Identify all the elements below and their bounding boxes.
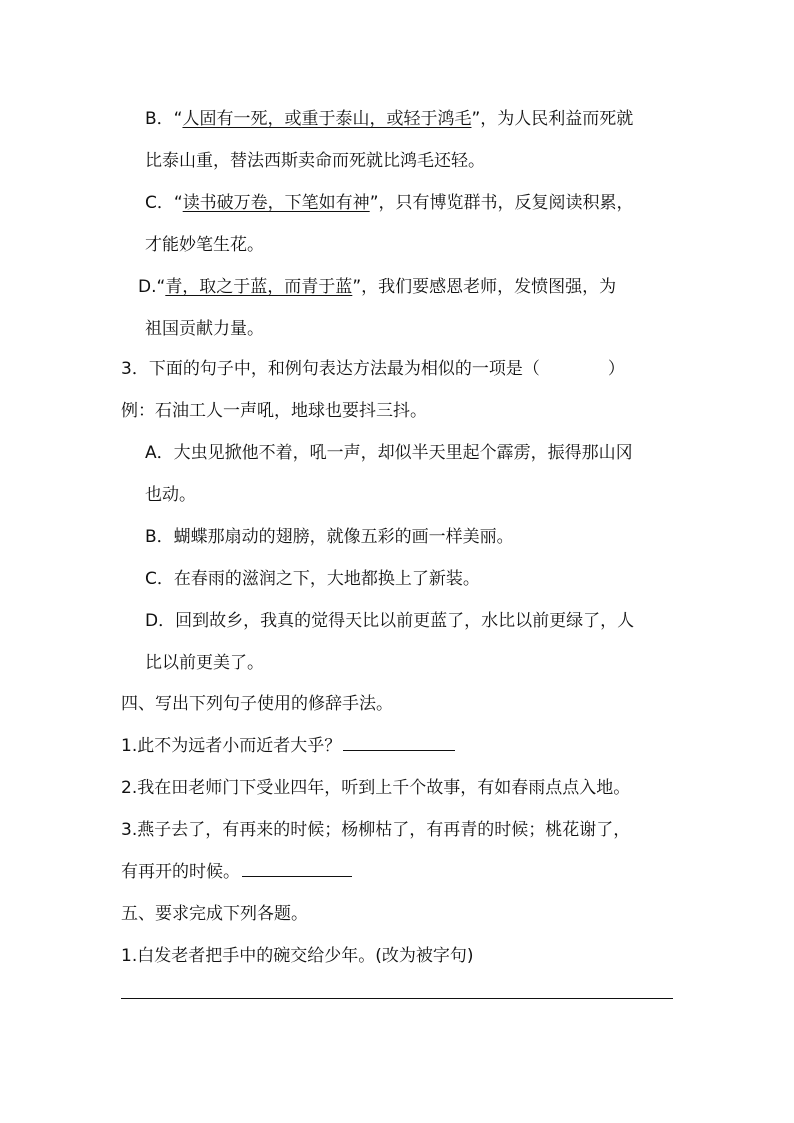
question-3-example: 例：石油工人一声吼，地球也要抖三抖。 [121,401,427,421]
option-b-prefix: B．“ [145,109,183,129]
option-d-line2: 祖国贡献力量。 [145,319,264,339]
s4-item-3-text: 有再开的时候。 [121,862,240,882]
option-b-quote: 人固有一死，或重于泰山，或轻于鸿毛 [182,109,472,129]
section-4-title: 四、写出下列句子使用的修辞手法。 [121,694,393,714]
option-d-prefix: D.“ [138,277,166,297]
question-3-stem: 3．下面的句子中，和例句表达方法最为相似的一项是（ ） [121,359,625,379]
s4-item-1-text: 1.此不为远者小而近者大乎？ [121,736,342,756]
s4-item-3-answer-blank[interactable] [242,860,352,877]
s4-item-3-line1: 3.燕子去了，有再来的时候；杨柳枯了，有再青的时候；桃花谢了， [121,820,631,840]
option-c-quote: 读书破万卷，下笔如有神 [182,193,370,213]
option-c-line2: 才能妙笔生花。 [145,235,264,255]
option-c-prefix: C．“ [145,193,183,213]
s5-item-1: 1.白发老者把手中的碗交给少年。(改为被字句) [121,946,474,966]
option-b-line1 [145,107,633,131]
q3-option-b: B．蝴蝶那扇动的翅膀，就像五彩的画一样美丽。 [145,527,514,547]
q3-option-c: C．在春雨的滋润之下，大地都换上了新装。 [145,569,480,589]
section-5-title: 五、要求完成下列各题。 [121,904,308,924]
s5-item-1-answer-line[interactable] [121,998,673,999]
option-b-suffix: ”，为人民利益而死就 [471,109,634,129]
option-b-line2: 比泰山重，替法西斯卖命而死就比鸿毛还轻。 [145,151,485,171]
q3-option-d-line1: D．回到故乡，我真的觉得天比以前更蓝了，水比以前更绿了，人 [145,611,635,631]
s4-item-1 [121,734,455,758]
s4-item-2: 2.我在田老师门下受业四年，听到上千个故事，有如春雨点点入地。 [121,778,631,798]
s4-item-1-answer-blank[interactable] [343,734,455,751]
s4-item-3-line2 [121,860,352,884]
option-d-quote: 青，取之于蓝，而青于蓝 [165,277,353,297]
option-c-suffix: ”，只有博览群书，反复阅读积累， [369,193,634,213]
q3-option-d-line2: 比以前更美了。 [145,653,264,673]
option-d-suffix: ”，我们要感恩老师，发愤图强，为 [352,277,617,297]
option-c-line1 [145,191,634,215]
q3-option-a-line2: 也动。 [145,485,196,505]
q3-option-a-line1: A．大虫见掀他不着，吼一声，却似半天里起个霹雳，振得那山冈 [145,443,633,463]
option-d-line1 [138,275,616,299]
